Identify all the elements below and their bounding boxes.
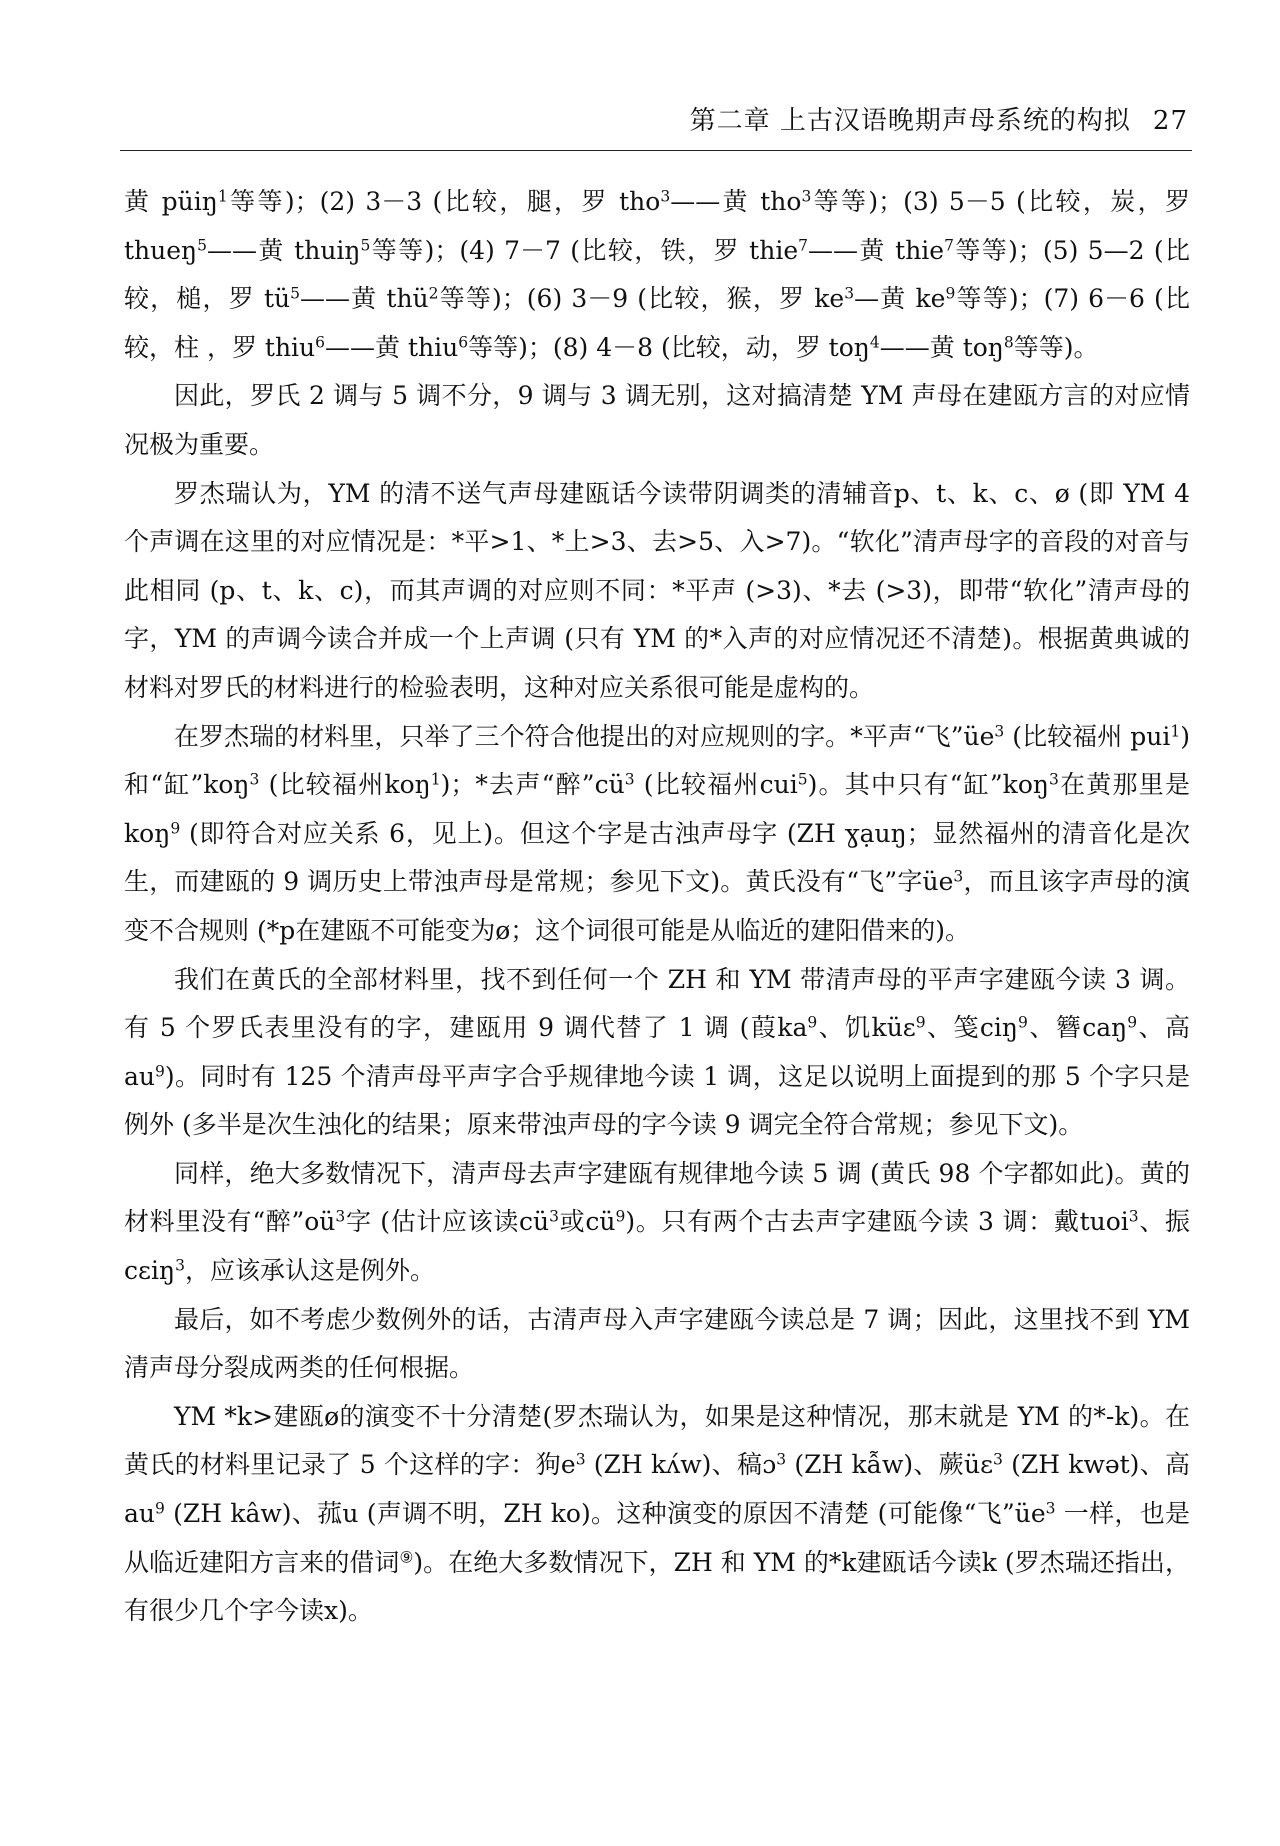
paragraph: 在罗杰瑞的材料里，只举了三个符合他提出的对应规则的字。*平声“飞$”üe^3$ (比较福州 pui$^1$) 和“缸”koŋ$^3$ (比较福州koŋ$^1$)；*去声“醉$”cü^3$ (比较福州cui$^5$)。其中只有“缸”koŋ$^3$在黄那里是koŋ$^9$ (即符合对应关系 6，见上)。但这个字是古浊声母字 (ZH ɣạuŋ；显然福州的清音化是次生，而建瓯的 9 调历史上带浊声母是常规；参见下文)。黄氏没有“飞”字$üe^3$，而且该字声母的演变不合规则 (*p在建瓯不可能变为ø；这个词很可能是从临近的建阳借来的)。 bbox=[124, 721, 1191, 945]
page-number: 27 bbox=[1152, 106, 1188, 136]
paragraph: 黄 püiŋ$^1$等等)；(2) 3－3 (比较，腿，罗 tho$^3$——黄 tho$^3$等等)；(3) 5－5 (比较，炭，罗 thueŋ$^5$——黄 thuiŋ$^5$等等)；(4) 7－7 (比较，铁，罗 thie$^7$——黄 thie$^7$等等)；(5) 5—2 (比较，槌，罗 $tü^5——$黄 thü$^2$等等)；(6) 3－9 (比较，猴，罗 $ke^3—$黄 $ke^9$等等)；(7) 6－6 (比较，柱 ，罗 thiu$^6$——黄 thiu$^6$等等)；(8) 4－8 (比较，动，罗 toŋ$^4$——黄 toŋ$^8$等等)。 bbox=[124, 187, 1190, 362]
body-text bbox=[124, 178, 1190, 1636]
paragraph: 同样，绝大多数情况下，清声母去声字建瓯有规律地今读 5 调 (黄氏 98 个字都如此)。黄的材料里没有“醉$”oü^3$字 (估计应该读$cü^3$或$cü^9$)。只有两个古去声字建瓯今读 3 调：戴tuoi$^3$、振cɛiŋ$^3$，应该承认这是例外。 bbox=[124, 1158, 1190, 1286]
header-rule bbox=[120, 150, 1192, 151]
chapter-title: 第二章 上古汉语晚期声母系统的构拟 bbox=[689, 106, 1131, 136]
paragraph: 因此，罗氏 2 调与 5 调不分，9 调与 3 调无别，这对搞清楚 YM 声母在建瓯方言的对应情况极为重要。 bbox=[124, 381, 1190, 459]
paragraph: 我们在黄氏的全部材料里，找不到任何一个 ZH 和 YM 带清声母的平声字建瓯今读 3 调。有 5 个罗氏表里没有的字，建瓯用 9 调代替了 1 调 (葭$ka^9$、饥küɛ$^9$、笺ciŋ$^9$、簪caŋ$^9$、高$au^9$)。同时有 125 个清声母平声字合乎规律地今读 1 调，这足以说明上面提到的那 5 个字只是例外 (多半是次生浊化的结果；原来带浊声母的字今读 9 调完全符合常规；参见下文)。 bbox=[124, 964, 1190, 1140]
paragraph: YM *k>建瓯ø的演变不十分清楚(罗杰瑞认为，如果是这种情况，那末就是 YM 的*-k)。在黄氏的材料里记录了 5 个这样的字：狗$e^3$ (ZH kʌ́w)、稿ɔ$^3$ (ZH kẫw)、蕨üɛ$^3$ (ZH kwət)、高$au^9$ (ZH kâw)、菰u (声调不明，ZH ko)。这种演变的原因不清楚 (可能像“飞$”üe^3$ 一样，也是从临近建阳方言来的借词⑨)。在绝大多数情况下，ZH 和 YM 的*k建瓯话今读k (罗杰瑞还指出，有很少几个字今读x)。 bbox=[124, 1401, 1190, 1626]
paragraph: 最后，如不考虑少数例外的话，古清声母入声字建瓯今读总是 7 调；因此，这里找不到 YM 清声母分裂成两类的任何根据。 bbox=[124, 1304, 1190, 1383]
running-head bbox=[690, 100, 1188, 137]
paragraph: 罗杰瑞认为，YM 的清不送气声母建瓯话今读带阴调类的清辅音p、t、k、c、ø (即 YM 4 个声调在这里的对应情况是：*平>1、*上>3、去>5、入>7)。“软化”清声母字的音段的对音与此相同 (p、t、k、c)，而其声调的对应则不同：*平声 (>3)、*去 (>3)，即带“软化”清声母的字，YM 的声调今读合并成一个上声调 (只有 YM 的*入声的对应情况还不清楚)。根据黄典诚的材料对罗氏的材料进行的检验表明，这种对应关系很可能是虚构的。 bbox=[124, 478, 1190, 702]
